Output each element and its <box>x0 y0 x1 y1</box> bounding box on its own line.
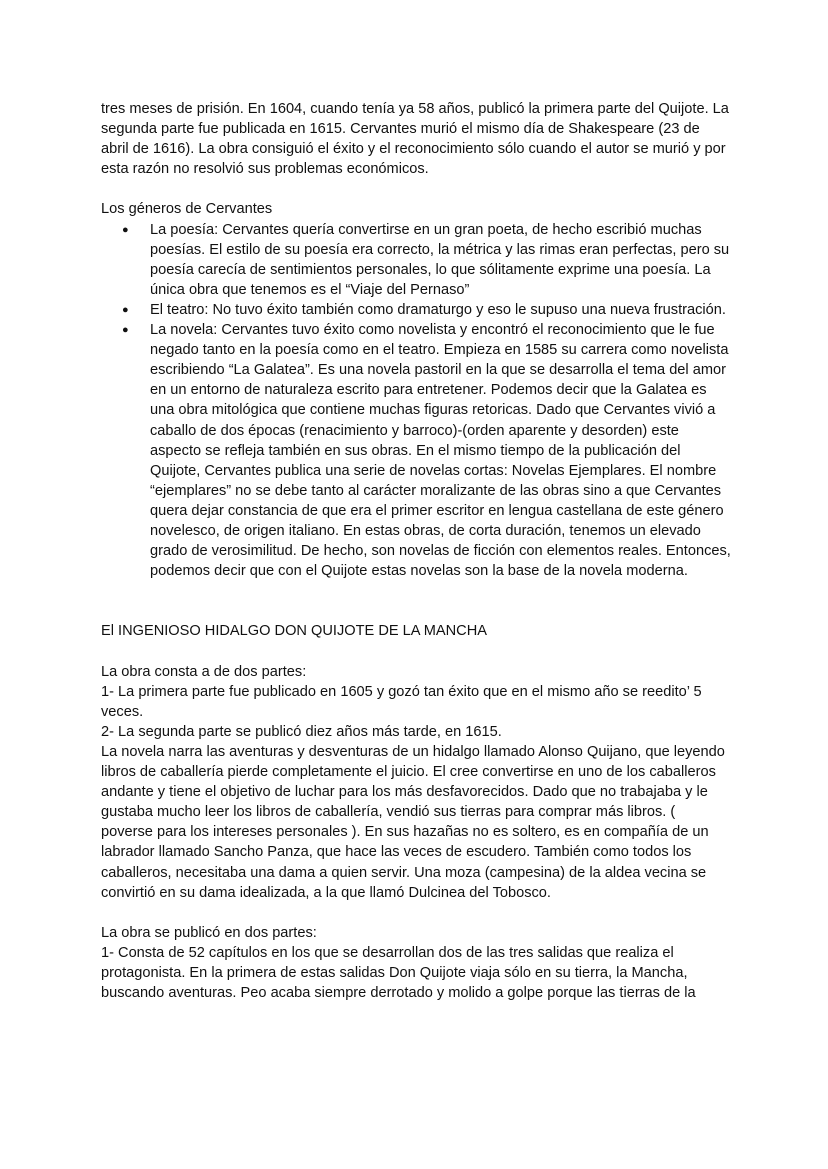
publicacion-heading: La obra se publicó en dos partes: <box>101 924 317 941</box>
document-page <box>101 99 731 1003</box>
bullet-icon: ● <box>122 324 129 337</box>
spacer <box>101 903 731 923</box>
spacer <box>101 642 731 662</box>
genre-item-poesia <box>101 220 731 300</box>
section-title: El INGENIOSO HIDALGO DON QUIJOTE DE LA MANCHA <box>101 623 487 640</box>
genres-list <box>101 220 731 582</box>
obra-part-1: 1- La primera parte fue publicado en 1605 y gozó tan éxito que en el mismo año se reedito’ 5 veces. <box>101 683 702 720</box>
obra-heading: La obra consta a de dos partes: <box>101 663 307 680</box>
spacer <box>101 179 731 199</box>
genres-heading: Los géneros de Cervantes <box>101 201 273 218</box>
genre-item-text: La poesía: Cervantes quería convertirse en un gran poeta, de hecho escribió muchas poesías. El estilo de su poesía era correcto, la métrica y las rimas eran perfectas, pero su poesía carecía de sentimientos personales, lo que sólitamente exprime una poesía. La única obra que tenemos es el “Viaje del Pernaso” <box>150 221 730 298</box>
spacer <box>101 581 731 621</box>
genre-item-text: La novela: Cervantes tuvo éxito como novelista y encontró el reconocimiento que le fue negado tanto en la poesía como en el teatro. Empieza en 1585 su carrera como novelista escribiendo “La Galatea”. Es una novela pastoril en la que se desarrolla el tema del amor en un entorno de naturaleza escrito para entretener. Podemos decir que la Galatea es una obra mitológica que contiene muchas figuras retoricas. Dado que Cervantes vivió a caballo de dos épocas (renacimiento y barroco)-(orden aparente y desorden) este aspecto se refleja también en sus obras. En el mismo tiempo de la publicación del Quijote, Cervantes publica una serie de novelas cortas: Novelas Ejemplares. El nombre “ejemplares” no se debe tanto al carácter moralizante de las obras sino a que Cervantes quera dejar constancia de que era el primer escritor en lengua castellana de este género novelesco, de origen italiano. En estas obras, de corta duración, tenemos un elevado grado de verosimilitud. De hecho, son novelas de ficción con elementos reales. Entonces, podemos decir que con el Quijote estas novelas son la base de la novela moderna. <box>150 322 731 580</box>
bullet-icon: ● <box>122 223 129 236</box>
publicacion-part-1: 1- Consta de 52 capítulos en los que se desarrollan dos de las tres salidas que realiza el protagonista. En la primera de estas salidas Don Quijote viaja sólo en su tierra, la Mancha, buscando aventuras. Peo acaba siempre derrotado y molido a golpe porque las tierras de la <box>101 944 696 1002</box>
novela-paragraph: La novela narra las aventuras y desventuras de un hidalgo llamado Alonso Quijano, que leyendo libros de caballería pierde completamente el juicio. El cree convertirse en uno de los caballeros andante y tiene el objetivo de luchar para los más desfavorecidos. Dado que no trabajaba y le gustaba mucho leer los libros de caballería, vendió sus tierras para comprar más libros. ( poverse para los intereses personales ). En sus hazañas no es soltero, es en compañía de un labrador llamado Sancho Panza, que hace las veces de escudero. También como todos los caballeros, necesitaba una dama a quien servir. Una moza (campesina) de la aldea vecina se convirtió en su dama idealizada, a la que llamó Dulcinea del Tobosco. <box>101 744 725 901</box>
genre-item-teatro <box>101 300 731 320</box>
genre-item-novela <box>101 320 731 581</box>
intro-paragraph: tres meses de prisión. En 1604, cuando tenía ya 58 años, publicó la primera parte del Quijote. La segunda parte fue publicada en 1615. Cervantes murió el mismo día de Shakespeare (23 de abril de 1616). La obra consiguió el éxito y el reconocimiento sólo cuando el autor se murió y por esta razón no resolvió sus problemas económicos. <box>101 101 729 178</box>
bullet-icon: ● <box>122 303 129 316</box>
genre-item-text: El teatro: No tuvo éxito también como dramaturgo y eso le supuso una nueva frustración. <box>150 301 726 318</box>
obra-part-2: 2- La segunda parte se publicó diez años más tarde, en 1615. <box>101 723 502 740</box>
